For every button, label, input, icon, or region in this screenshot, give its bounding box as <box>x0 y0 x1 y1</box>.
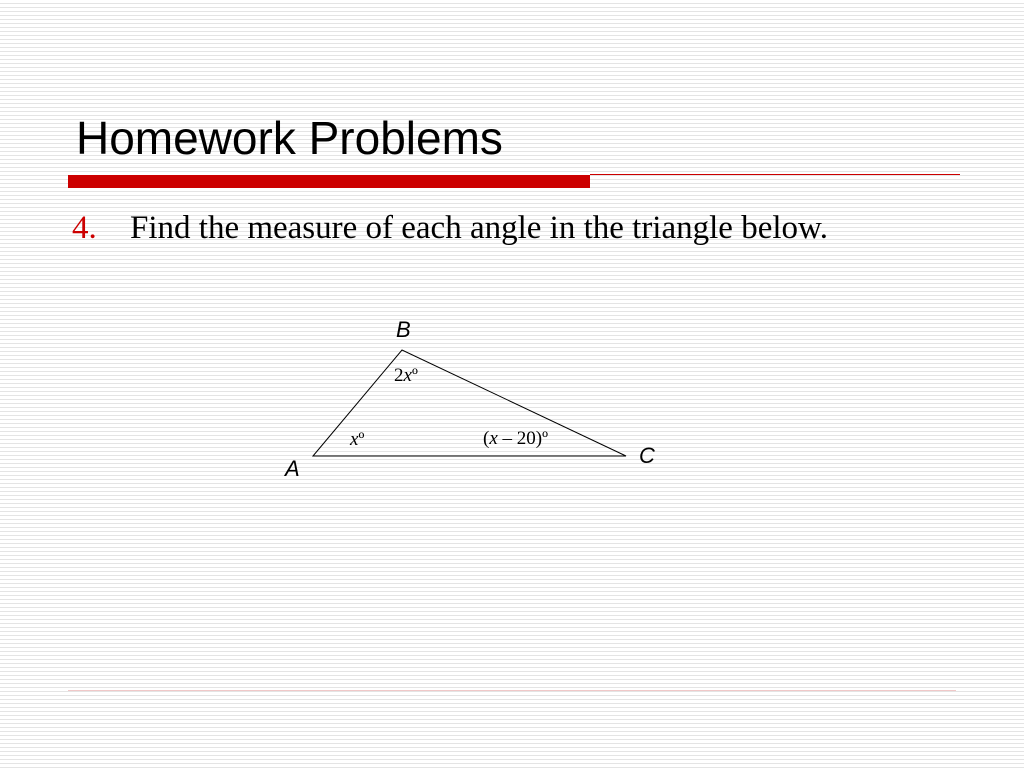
angle-a-degree: º <box>358 429 365 450</box>
footer-divider <box>68 690 956 691</box>
angle-label-c <box>483 428 548 449</box>
vertex-label-b: B <box>396 317 411 342</box>
angle-b-coefficient: 2 <box>394 365 404 386</box>
problem-text: Find the measure of each angle in the triangle below. <box>130 210 828 246</box>
angle-c-variable: x <box>489 428 498 449</box>
angle-b-variable: x <box>403 365 412 386</box>
problem-number: 4. <box>72 210 97 246</box>
angle-b-degree: º <box>411 365 418 386</box>
angle-a-variable: x <box>350 429 359 450</box>
vertex-label-a: A <box>285 456 300 481</box>
vertex-label-c: C <box>639 443 655 468</box>
angle-c-open-paren: ( <box>483 428 490 449</box>
triangle-shape <box>313 350 626 456</box>
angle-label-b <box>394 365 418 386</box>
slide-title: Homework Problems <box>76 112 503 164</box>
title-underline-bar <box>68 175 590 188</box>
angle-c-rest: – 20)º <box>497 428 548 449</box>
angle-label-a <box>349 429 364 450</box>
title-underline-rule <box>590 174 960 175</box>
